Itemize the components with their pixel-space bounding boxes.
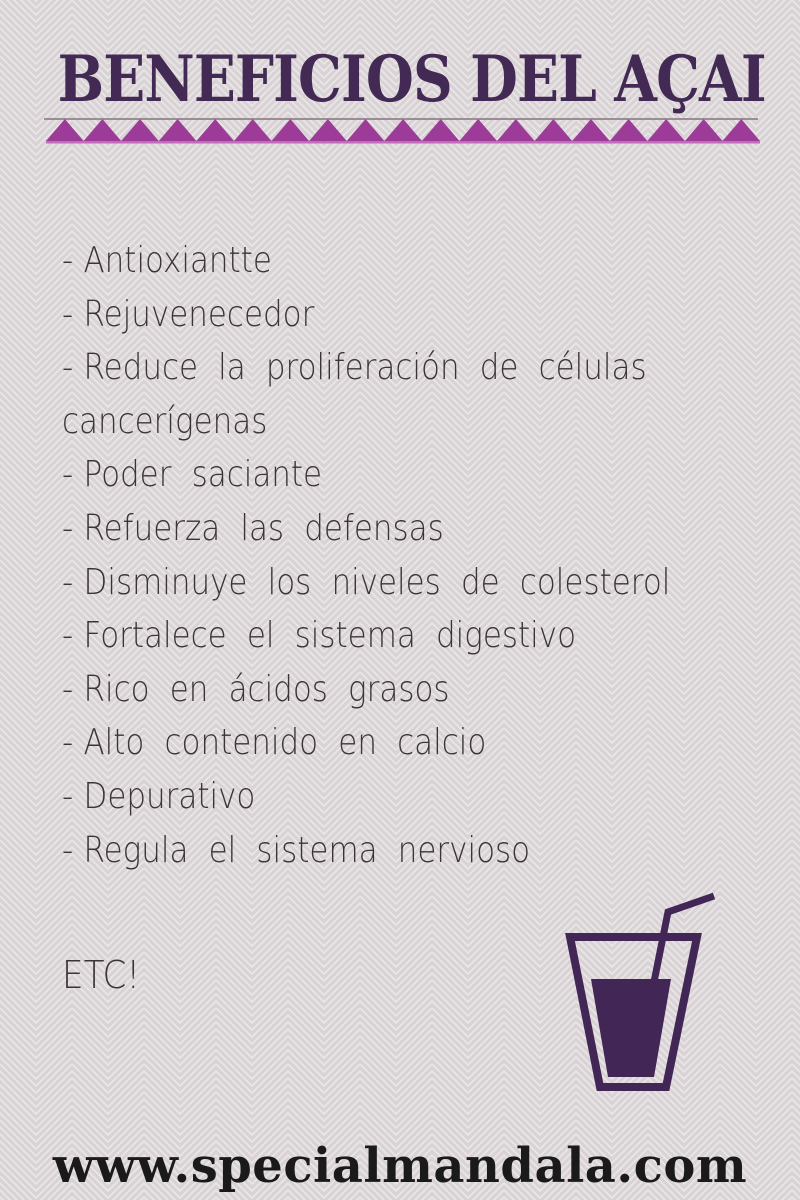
benefit-text: Regula el sistema nervioso xyxy=(83,829,531,871)
benefit-text: Depurativo xyxy=(83,775,256,817)
triangle-row xyxy=(46,119,760,141)
benefit-item xyxy=(62,609,716,663)
bullet-dash: - xyxy=(62,829,74,871)
etc-note: ETC! xyxy=(62,953,141,997)
website-url: www.specialmandala.com xyxy=(52,1138,748,1194)
benefit-text: Alto contenido en calcio xyxy=(83,722,487,764)
bullet-dash: - xyxy=(62,454,74,496)
benefit-text: Poder saciante xyxy=(83,454,323,496)
benefit-text: Fortalece el sistema digestivo xyxy=(83,615,577,657)
benefit-item xyxy=(62,448,716,502)
bullet-dash: - xyxy=(62,293,74,335)
benefit-text: Rico en ácidos grasos xyxy=(83,668,450,710)
benefit-item xyxy=(62,716,716,770)
benefit-text: cancerígenas xyxy=(62,400,268,442)
benefit-item xyxy=(62,770,716,824)
juice-glass-icon xyxy=(560,890,720,1102)
benefit-text: Disminuye los niveles de colesterol xyxy=(83,561,671,603)
page-title-text: BENEFICIOS DEL AÇAI xyxy=(57,42,766,117)
triangle-band-decoration xyxy=(46,119,760,145)
bullet-dash: - xyxy=(62,775,74,817)
juice-fill xyxy=(591,979,671,1077)
benefits-list xyxy=(62,234,716,877)
benefit-item xyxy=(62,663,716,717)
benefit-item xyxy=(62,288,716,342)
bullet-dash: - xyxy=(62,668,74,710)
benefit-text: Refuerza las defensas xyxy=(83,507,444,549)
bullet-dash: - xyxy=(62,722,74,764)
bullet-dash: - xyxy=(62,561,74,603)
benefit-text: Antioxiantte xyxy=(83,240,272,281)
benefit-item xyxy=(62,234,716,288)
benefit-item-continuation xyxy=(62,395,716,449)
bullet-dash: - xyxy=(62,240,74,281)
benefit-text: Reduce la proliferación de células xyxy=(83,347,647,389)
benefit-item xyxy=(62,502,716,556)
bullet-dash: - xyxy=(62,615,74,657)
bullet-dash: - xyxy=(62,507,74,549)
bullet-dash: - xyxy=(62,347,74,389)
benefit-text: Rejuvenecedor xyxy=(83,293,315,335)
page-title xyxy=(0,42,800,117)
benefit-item xyxy=(62,824,716,878)
benefit-item xyxy=(62,341,716,395)
benefit-item xyxy=(62,556,716,610)
